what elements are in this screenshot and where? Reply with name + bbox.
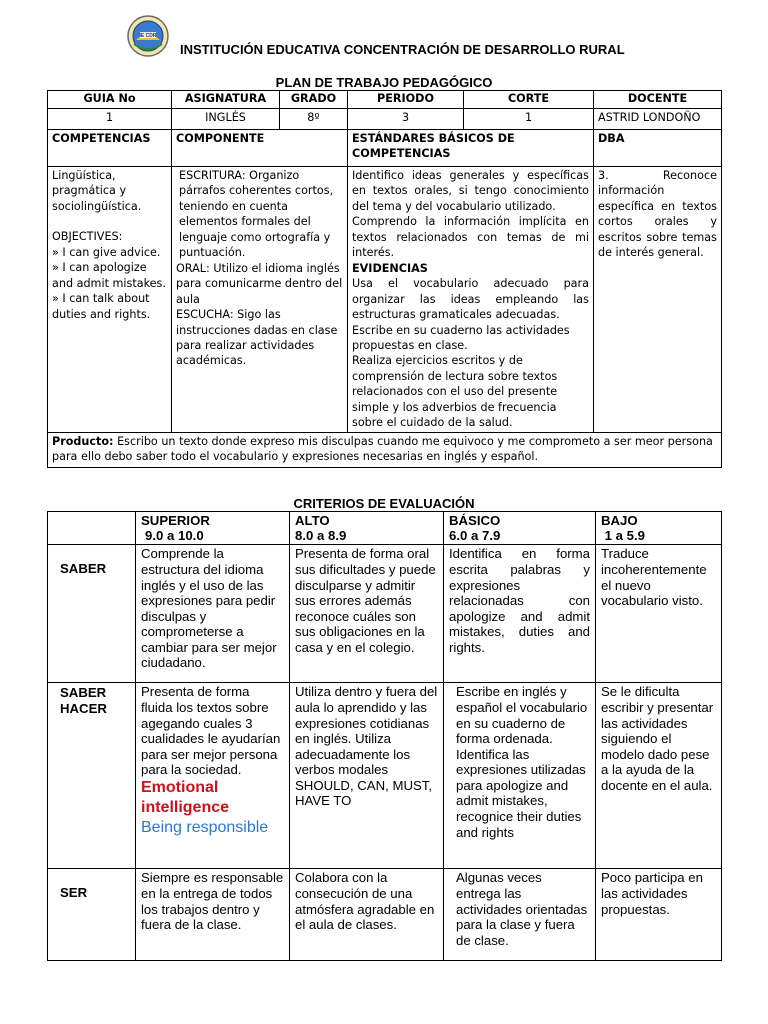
criteria-cell: Colabora con la consecución de una atmósfera agradable en el aula de clases. [290,869,444,961]
value-cell: ASTRID LONDOÑO [594,109,722,130]
estandar-item: Comprendo la información implícita en textos relacionados con temas de mi interés. [352,215,589,260]
criteria-header-row [48,512,722,545]
criteria-title: CRITERIOS DE EVALUACIÓN [293,496,475,511]
producto-cell [48,432,722,467]
criteria-table [47,511,722,961]
level-range: 1 a 5.9 [601,528,645,544]
header-cell: DOCENTE [594,91,722,109]
criteria-cell: Poco participa en las actividades propuestas. [596,869,722,961]
school-logo [126,14,170,58]
plan-table [47,90,722,468]
section-header: COMPETENCIAS [48,130,172,167]
level-header [596,512,722,545]
value-cell: 1 [48,109,172,130]
criteria-cell: Comprende la estructura del idioma inglés y el uso de las expresiones para pedir disculpas y comprometerse a cambiar para ser mejor ciudadano. [136,545,290,683]
evidencia-item: Escribe en su cuaderno las actividades propuestas en clase. [352,323,570,352]
header-cell: ASIGNATURA [172,91,280,109]
componente-item: ESCUCHA: Sigo las instrucciones dadas en clase para realizar actividades académicas. [176,308,338,368]
value-cell: 3 [348,109,464,130]
header-cell: CORTE [464,91,594,109]
estandar-item: Identifico ideas generales y específicas en textos orales, si tengo conocimiento del tema y del vocabulario utilizado. [352,169,589,213]
header-cell: PERIODO [348,91,464,109]
row-label: SABER [48,545,136,683]
producto-text: Escribo un texto donde expreso mis disculpas cuando me equivoco y me comprometo a ser meor persona para ello debo saber todo el vocabulario y expresiones necesarias en inglés y español. [52,434,713,464]
componente-item: ESCRITURA: Organizo párrafos coherentes cortos, teniendo en cuenta elementos formales del lenguaje como ortografía y puntuación. [179,169,334,260]
level-name: BAJO [601,513,638,528]
criteria-cell: Se le dificulta escribir y presentar las actividades siguiendo el modelo dado pese a la ayuda de la docente en el aula. [596,683,722,869]
plan-values-row [48,109,722,130]
annotation-being-responsible: Being responsible [141,818,269,836]
value-cell: 1 [464,109,594,130]
objective-item: » I can apologize and admit mistakes. [52,261,166,290]
evidencia-item: Usa el vocabulario adecuado para organizar las ideas empleando las estructuras gramaticales adecuadas. [352,277,589,322]
plan-header-row [48,91,722,109]
criteria-row-saber [48,545,722,683]
criteria-cell: Presenta de forma oral sus dificultades y puede disculparse y admitir sus errores además reconoce cuáles son sus obligaciones en la casa y en el colegio. [290,545,444,683]
criteria-cell: Traduce incoherentemente el nuevo vocabulario visto. [596,545,722,683]
evidencias-label: EVIDENCIAS [352,261,428,275]
level-name: BÁSICO [449,513,501,528]
row-label: SABER HACER [48,683,136,869]
criteria-cell: Identifica en forma escrita palabras y expresiones relacionadas con apologize and admit mistakes, duties and rights. [444,545,596,683]
level-range: 8.0 a 8.9 [295,528,347,544]
componente-cell [172,167,348,433]
level-range: 6.0 a 7.9 [449,528,501,544]
level-header [136,512,290,545]
criteria-row-ser [48,869,722,961]
estandares-cell [348,167,594,433]
value-cell: 8º [280,109,348,130]
level-name: SUPERIOR [141,513,210,528]
level-range: 9.0 a 10.0 [145,528,204,544]
corner-cell [48,512,136,545]
level-header [290,512,444,545]
section-header: ESTÁNDARES BÁSICOS DE COMPETENCIAS [348,130,594,167]
content-row [48,167,722,433]
producto-row [48,432,722,467]
section-header: COMPONENTE [172,130,348,167]
criteria-cell [136,683,290,869]
criteria-cell: Siempre es responsable en la entrega de todos los trabajos dentro y fuera de la clase. [136,869,290,961]
componente-item: ORAL: Utilizo el idioma inglés para comunicarme dentro del aula [176,261,343,306]
section-header: DBA [594,130,722,167]
plan-title: PLAN DE TRABAJO PEDAGÓGICO [275,75,493,90]
section-header-row [48,130,722,167]
value-cell: INGLÉS [172,109,280,130]
criteria-row-saber-hacer [48,683,722,869]
logo-text: IE CDR [139,33,157,39]
objective-item: » I can talk about duties and rights. [52,292,151,321]
competencias-cell [48,167,172,433]
level-name: ALTO [295,513,330,528]
competencias-text: Lingüística, pragmática y sociolingüística. [52,169,142,213]
row-label: SER [48,869,136,961]
institution-name: INSTITUCIÓN EDUCATIVA CONCENTRACIÓN DE DESARROLLO RURAL [180,42,625,57]
objectives-label: OBJECTIVES: [52,230,123,244]
criteria-cell-text: Presenta de forma fluida los textos sobre agegando cuales 3 cualidades le ayudarían para ser mejor persona para la sociedad. [141,684,281,778]
dba-cell: 3. Reconoce información específica en textos cortos orales y escritos sobre temas de interés general. [594,167,722,433]
level-header [444,512,596,545]
header-cell: GRADO [280,91,348,109]
objective-item: » I can give advice. [52,245,161,259]
criteria-cell: Escribe en inglés y español el vocabulario en su cuaderno de forma ordenada. Identifica las expresiones utilizadas para apologize and admit mistakes, recognice their duties and rights [444,683,596,869]
producto-label: Producto: [52,434,114,448]
criteria-cell: Utiliza dentro y fuera del aula lo aprendido y las expresiones cotidianas en inglés. Utiliza adecuadamente los verbos modales SHOULD, CAN, MUST, HAVE TO [290,683,444,869]
evidencia-item: Realiza ejercicios escritos y de comprensión de lectura sobre textos relacionados con el uso del presente simple y los adverbios de frecuencia sobre el cuidado de la salud. [352,354,558,430]
header-cell: GUIA No [48,91,172,109]
annotation-emotional-intelligence: Emotional intelligence [141,778,230,816]
criteria-cell: Algunas veces entrega las actividades orientadas para la clase y fuera de clase. [444,869,596,961]
